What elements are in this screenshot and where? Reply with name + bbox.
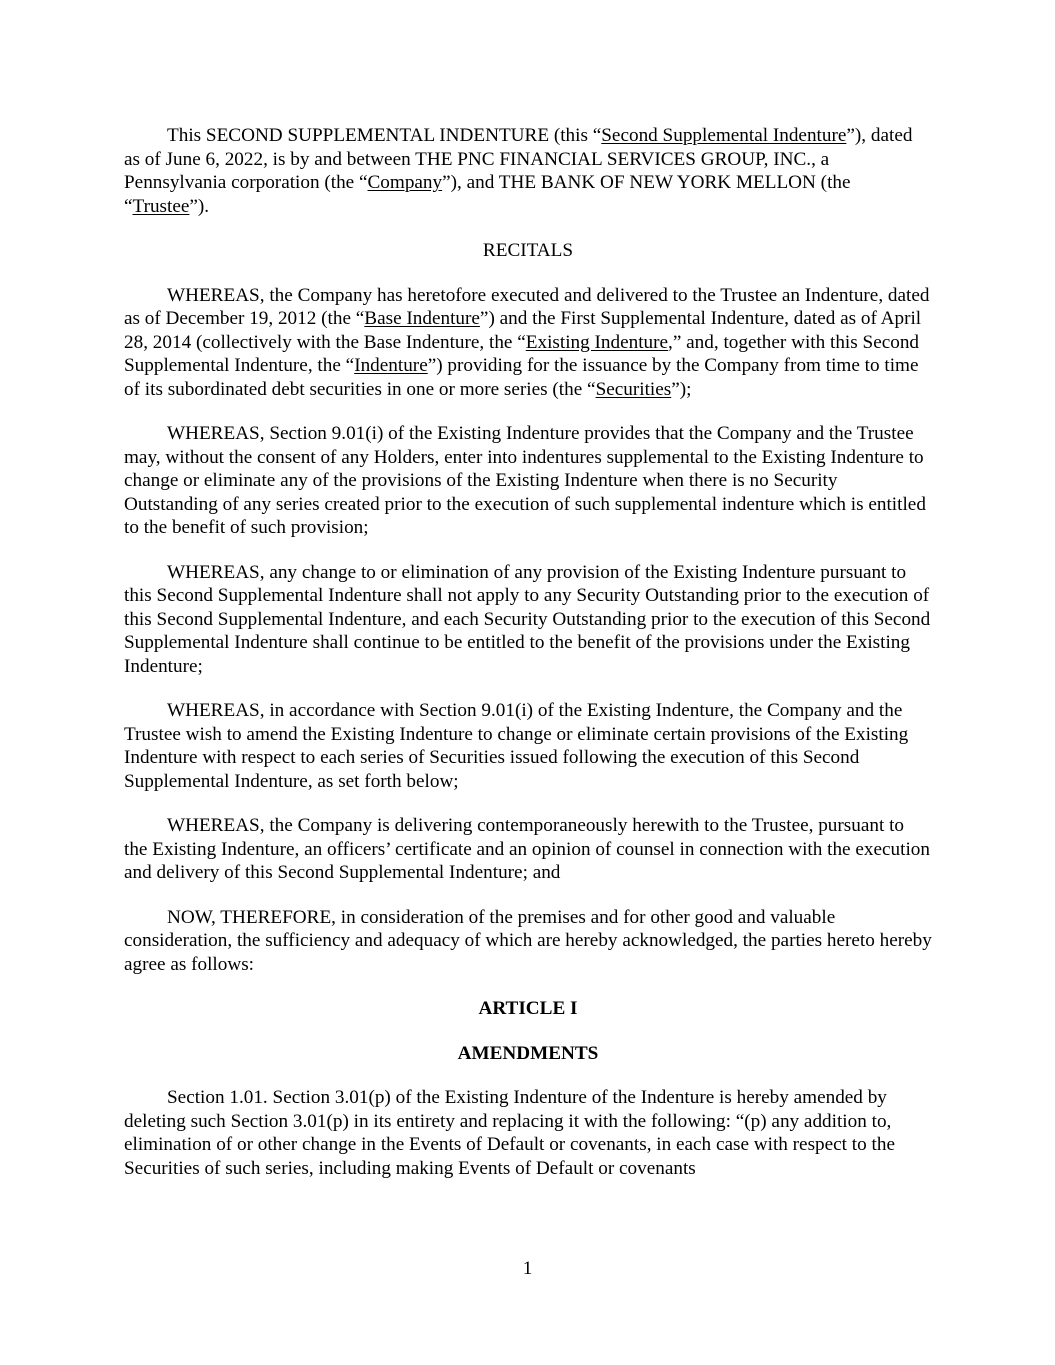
defined-term-second-supplemental-indenture: Second Supplemental Indenture: [601, 125, 847, 146]
section-paragraph: Section 1.01. Section 3.01(p) of the Existing Indenture of the Indenture is hereby amended by deleting such Section 3.01(p) in its entirety and replacing it with the following: “(p) any addition to, elimination of or other change in the Events of Default or covenants, in each case with respect to the Securities of such series, including making Events of Default or covenants: [124, 1087, 895, 1179]
article-title: AMENDMENTS: [457, 1042, 599, 1064]
defined-term-existing-indenture: Existing Indenture: [525, 331, 669, 353]
document-page: [124, 124, 932, 1180]
recitals-heading: RECITALS: [482, 240, 574, 261]
defined-term-indenture: Indenture: [354, 355, 428, 376]
recital-paragraph: NOW, THEREFORE, in consideration of the premises and for other good and valuable consideration, the sufficiency and adequacy of which are hereby acknowledged, the parties hereto hereby agree as follows:: [124, 906, 932, 975]
recital-paragraph: WHEREAS, Section 9.01(i) of the Existing Indenture provides that the Company and the Trustee may, without the consent of any Holders, enter into indentures supplemental to the Existing Indenture to change or eliminate any of the provisions of the Existing Indenture when there is no Security Outstanding of any series created prior to the execution of such supplemental indenture which is entitled to the benefit of such provision;: [124, 423, 926, 538]
recital-paragraph: WHEREAS, the Company is delivering contemporaneously herewith to the Trustee, pursuant to the Existing Indenture, an officers’ certificate and an opinion of counsel in connection with the execution and delivery of this Second Supplemental Indenture; and: [124, 815, 930, 883]
defined-term-company: Company: [367, 172, 443, 193]
intro-paragraph: This SECOND SUPPLEMENTAL INDENTURE (this “Second Supplemental Indenture”), dated as of June 6, 2022, is by and between THE PNC FINANCIAL SERVICES GROUP, INC., a Pennsylvania corporation (the “Company”), and THE BANK OF NEW YORK MELLON (the “Trustee”).: [124, 125, 913, 217]
defined-term-securities: Securities: [595, 378, 672, 400]
defined-term-trustee: Trustee: [132, 195, 190, 217]
defined-term-base-indenture: Base Indenture: [364, 308, 480, 329]
page-number: 1: [522, 1258, 533, 1279]
recital-paragraph: WHEREAS, the Company has heretofore executed and delivered to the Trustee an Indenture, dated as of December 19, 2012 (the “Base Indenture”) and the First Supplemental Indenture, dated as of April 28, 2014 (collectively with the Base Indenture, the “Existing Indenture,” and, together with this Second Supplemental Indenture, the “Indenture”) providing for the issuance by the Company from time to time of its subordinated debt securities in one or more series (the “Securities”);: [124, 284, 930, 400]
recital-paragraph: WHEREAS, any change to or elimination of any provision of the Existing Indenture pursuant to this Second Supplemental Indenture shall not apply to any Security Outstanding prior to the execution of this Second Supplemental Indenture, and each Security Outstanding prior to the execution of this Second Supplemental Indenture shall continue to be entitled to the benefit of the provisions under the Existing Indenture;: [124, 561, 931, 677]
article-heading: ARTICLE I: [478, 998, 578, 1019]
recital-paragraph: WHEREAS, in accordance with Section 9.01(i) of the Existing Indenture, the Company and the Trustee wish to amend the Existing Indenture to change or eliminate certain provisions of the Existing Indenture with respect to each series of Securities issued following the execution of this Second Supplemental Indenture, as set forth below;: [124, 700, 909, 792]
